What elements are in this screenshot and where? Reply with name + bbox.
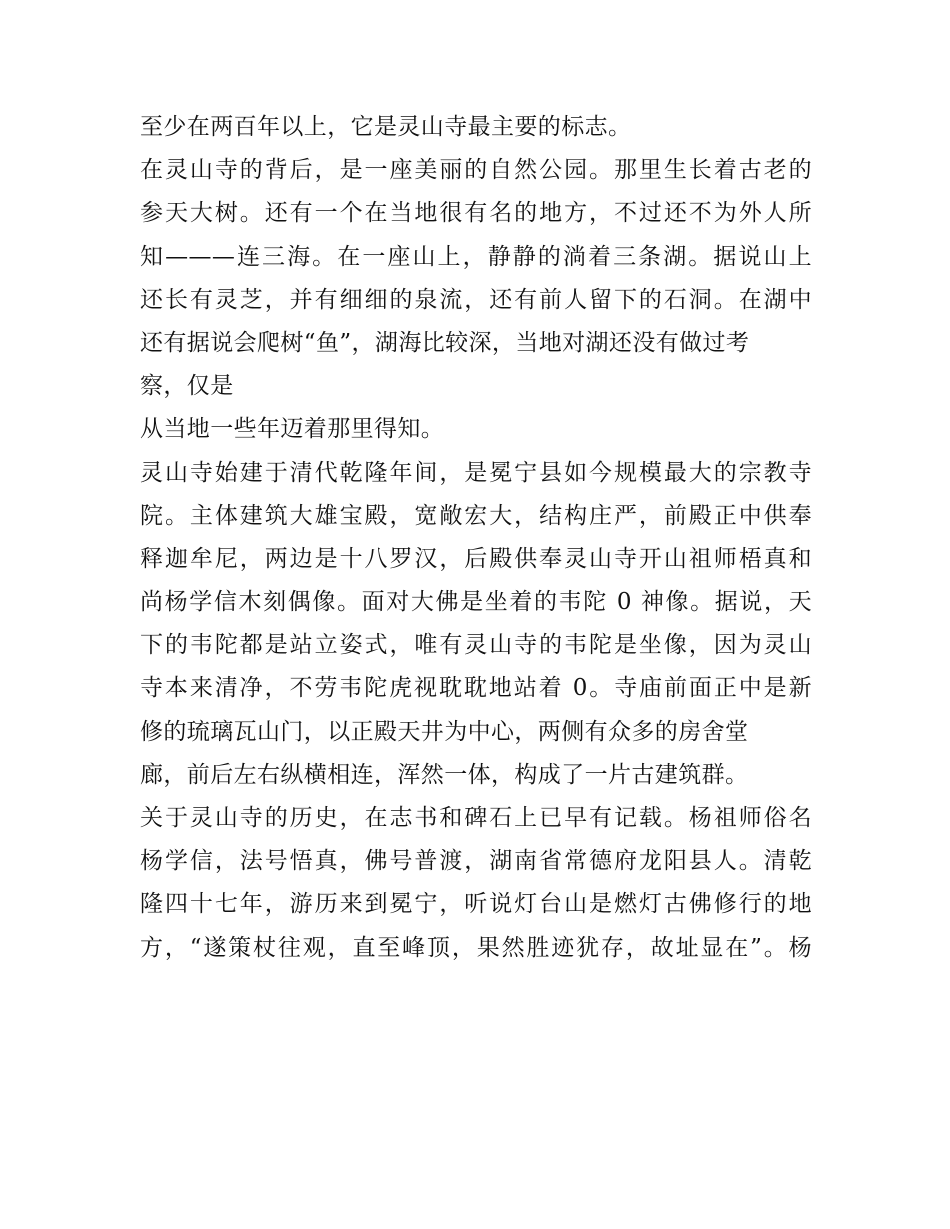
text-line: 知———连三海。在一座山上，静静的淌着三条湖。据说山上 <box>140 243 812 270</box>
text-line: 方，“遂策杖往观，直至峰顶，果然胜迹犹存，故址显在”。杨 <box>140 934 812 961</box>
body-text <box>140 106 812 970</box>
text-line: 还有据说会爬树“鱼”，湖海比较深，当地对湖还没有做过考 <box>140 329 750 356</box>
text-line: 下的韦陀都是站立姿式，唯有灵山寺的韦陀是坐像，因为灵山 <box>140 632 812 659</box>
text-line: 寺本来清净，不劳韦陀虎视耽耽地站着 0。寺庙前面正中是新 <box>140 675 812 702</box>
text-line: 还长有灵芝，并有细细的泉流，还有前人留下的石洞。在湖中 <box>140 286 812 313</box>
text-line: 从当地一些年迈着那里得知。 <box>140 416 445 443</box>
text-line: 参天大树。还有一个在当地很有名的地方，不过还不为外人所 <box>140 200 812 227</box>
text-line: 察，仅是 <box>140 373 234 400</box>
text-line: 在灵山寺的背后，是一座美丽的自然公园。那里生长着古老的 <box>140 157 812 184</box>
text-line: 关于灵山寺的历史，在志书和碑石上已早有记载。杨祖师俗名 <box>140 805 812 831</box>
text-line: 隆四十七年，游历来到冕宁，听说灯台山是燃灯古佛修行的地 <box>140 891 812 918</box>
text-line: 院。主体建筑大雄宝殿，宽敞宏大，结构庄严，前殿正中供奉 <box>140 502 812 529</box>
text-line: 杨学信，法号悟真，佛号普渡，湖南省常德府龙阳县人。清乾 <box>140 848 812 875</box>
text-line: 灵山寺始建于清代乾隆年间，是冕宁县如今规模最大的宗教寺 <box>140 459 812 486</box>
text-line: 至少在两百年以上，它是灵山寺最主要的标志。 <box>140 114 632 140</box>
text-line: 释迦牟尼，两边是十八罗汉，后殿供奉灵山寺开山祖师梧真和 <box>140 545 812 572</box>
text-line: 修的琉璃瓦山门，以正殿天井为中心，两侧有众多的房舍堂 <box>140 718 749 745</box>
text-line: 尚杨学信木刻偶像。面对大佛是坐着的韦陀 0 神像。据说，天 <box>140 589 812 616</box>
text-line: 廊，前后左右纵横相连，浑然一体，构成了一片古建筑群。 <box>140 761 749 788</box>
